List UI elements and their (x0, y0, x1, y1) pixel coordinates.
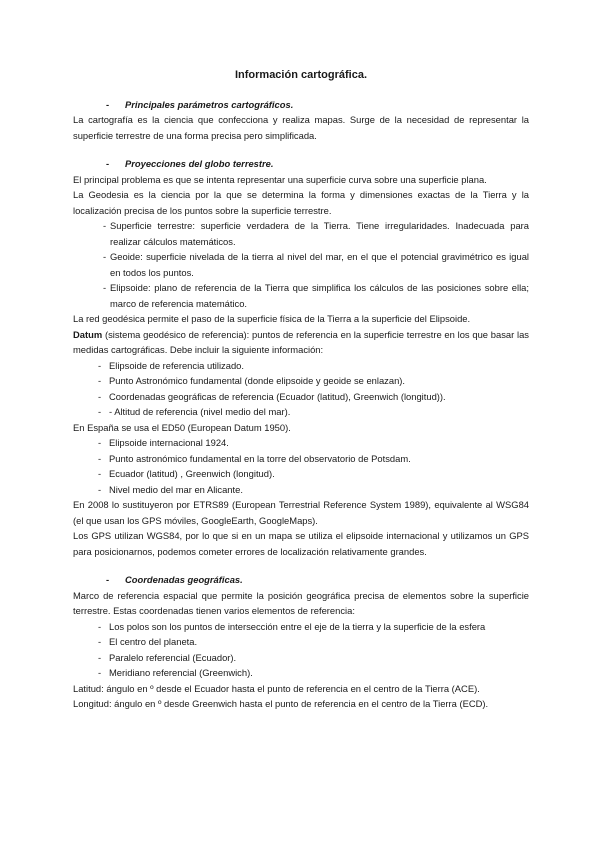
bullet-dash: - (105, 158, 110, 169)
datum-term: Datum (73, 328, 103, 340)
list-item: - Elipsoide: plano de referencia de la Tierra que simplifica los cálculos de las posiciones sobre ella; marco de referencia matemático. (102, 282, 529, 309)
section-heading-text: Proyecciones del globo terrestre. (125, 158, 274, 169)
paragraph: Marco de referencia espacial que permite la posición geográfica precisa de elementos sobre la superficie terrestre. Estas coordenadas tienen varios elementos de referencia: (73, 589, 529, 616)
paragraph (73, 327, 529, 358)
list-item: - Ecuador (latitud) , Greenwich (longitud). (97, 468, 275, 479)
list-item: - Elipsoide de referencia utilizado. (97, 359, 244, 371)
bullet-dash: - (105, 98, 110, 110)
paragraph: La cartografía es la ciencia que confecciona y realiza mapas. Surge de la necesidad de representar la superficie terrestre de una forma precisa pero simplificada. (73, 114, 529, 141)
list-item: - El centro del planeta. (97, 636, 198, 647)
section-heading (73, 156, 529, 172)
bullet-list (73, 358, 529, 420)
list-item: - Coordenadas geográficas de referencia (Ecuador (latitud), Greenwich (longitud)). (97, 390, 446, 402)
paragraph: Latitud: ángulo en º desde el Ecuador hasta el punto de referencia en el centro de la Tierra (ACE). (73, 682, 480, 694)
datum-definition: (sistema geodésico de referencia): puntos de referencia en la superficie terrestre en los que basar las medidas cartográficas. Debe incluir la siguiente información: (73, 328, 529, 355)
paragraph: Longitud: ángulo en º desde Greenwich hasta el punto de referencia en el centro de la Tierra (ECD). (73, 698, 489, 709)
section-heading (73, 572, 529, 588)
list-item: - Paralelo referencial (Ecuador). (97, 651, 237, 663)
paragraph: Los GPS utilizan WGS84, por lo que si en un mapa se utiliza el elipsoide internacional y utilizamos un GPS para posicionarnos, podemos cometer errores de localización relativamente grandes. (73, 530, 529, 557)
document-title: Información cartográfica. (234, 69, 368, 81)
paragraph: El principal problema es que se intenta representar una superficie curva sobre una superficie plana. (73, 173, 487, 185)
section-heading (73, 97, 529, 113)
paragraph: La Geodesia es la ciencia por la que se determina la forma y dimensiones exactas de la Tierra y la localización precisa de los puntos sobre la superficie terrestre. (73, 189, 529, 216)
bullet-list (73, 619, 529, 681)
paragraph: En España se usa el ED50 (European Datum 1950). (73, 421, 291, 433)
paragraph: La red geodésica permite el paso de la superficie física de la Tierra a la superficie del Elipsoide. (73, 313, 471, 324)
list-item: - - Altitud de referencia (nivel medio del mar). (97, 406, 291, 417)
document-body (73, 68, 529, 712)
list-item: - Nivel medio del mar en Alicante. (97, 483, 243, 495)
list-item: - Punto Astronómico fundamental (donde elipsoide y geoide se enlazan). (97, 375, 406, 386)
list-item: - Superficie terrestre: superficie verdadera de la Tierra. Tiene irregularidades. Inadecuada para realizar cálculos matemáticos. (102, 220, 529, 247)
list-item: - Elipsoide internacional 1924. (97, 437, 229, 448)
list-item: - Punto astronómico fundamental en la torre del observatorio de Potsdam. (97, 452, 411, 464)
bullet-dash: - (105, 574, 110, 585)
bullet-list (73, 435, 529, 497)
list-item: - Los polos son los puntos de intersección entre el eje de la tierra y la superficie de la esfera (97, 620, 486, 632)
list-item: - Geoide: superficie nivelada de la tierra al nivel del mar, en el que el potencial gravimétrico es igual en todos los puntos. (102, 251, 529, 278)
bullet-list (73, 218, 529, 311)
section-heading-text: Principales parámetros cartográficos. (125, 98, 294, 110)
section-heading-text: Coordenadas geográficas. (125, 574, 243, 585)
paragraph: En 2008 lo sustituyeron por ETRS89 (European Terrestrial Reference System 1989), equivalente al WSG84 (el que usan los GPS móviles, GoogleEarth, GoogleMaps). (73, 499, 529, 526)
list-item: - Meridiano referencial (Greenwich). (97, 667, 253, 678)
